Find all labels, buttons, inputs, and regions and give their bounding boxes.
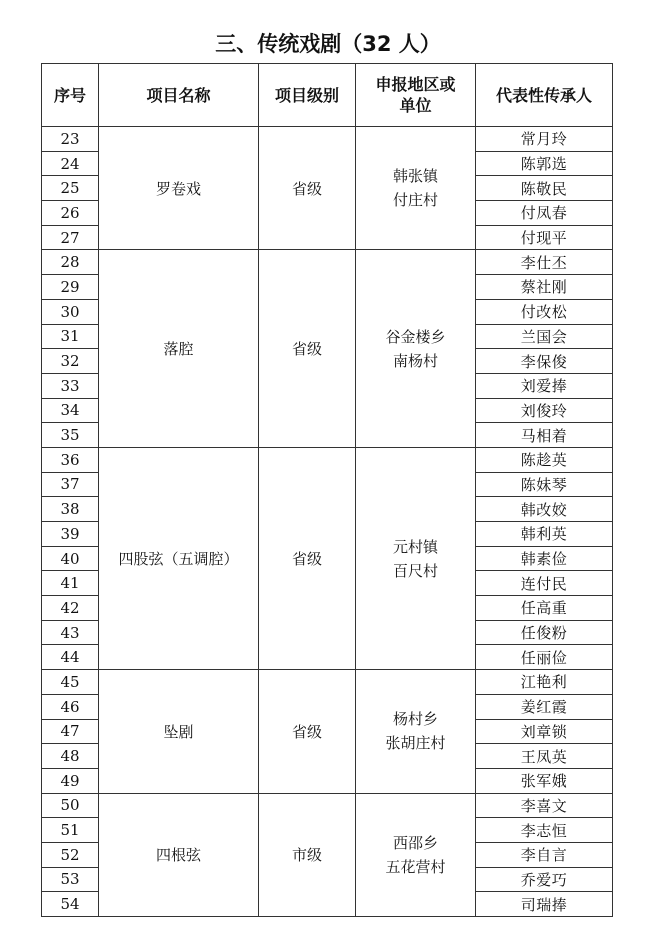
cell-inheritor: 刘俊玲 (476, 398, 613, 423)
cell-seq: 24 (42, 151, 99, 176)
region-line2: 南杨村 (392, 351, 438, 370)
cell-seq: 32 (42, 349, 99, 374)
cell-inheritor: 连付民 (476, 571, 613, 596)
cell-inheritor: 张军娥 (476, 768, 613, 793)
cell-project-name: 罗卷戏 (99, 127, 259, 250)
cell-region (356, 793, 476, 916)
cell-inheritor: 付现平 (476, 225, 613, 250)
cell-seq: 50 (42, 793, 99, 818)
cell-inheritor: 李喜文 (476, 793, 613, 818)
table-row (42, 127, 613, 152)
cell-inheritor: 陈敬民 (476, 176, 613, 201)
cell-seq: 52 (42, 842, 99, 867)
table-row (42, 250, 613, 275)
cell-project-level: 市级 (259, 793, 356, 916)
header-region-line2: 单位 (399, 96, 432, 115)
cell-seq: 36 (42, 447, 99, 472)
cell-seq: 27 (42, 225, 99, 250)
header-row (42, 64, 613, 127)
cell-inheritor: 王凤英 (476, 744, 613, 769)
cell-inheritor: 陈妹琴 (476, 472, 613, 497)
page-title: 三、传统戏剧（32 人） (215, 32, 441, 56)
cell-seq: 53 (42, 867, 99, 892)
cell-inheritor: 李保俊 (476, 349, 613, 374)
cell-inheritor: 任俊粉 (476, 620, 613, 645)
header-project-level: 项目级别 (259, 64, 356, 127)
cell-seq: 51 (42, 818, 99, 843)
cell-project-level: 省级 (259, 447, 356, 669)
cell-inheritor: 李仕丕 (476, 250, 613, 275)
cell-inheritor: 李自言 (476, 842, 613, 867)
cell-seq: 39 (42, 522, 99, 547)
cell-inheritor: 韩改姣 (476, 497, 613, 522)
cell-inheritor: 江艳利 (476, 670, 613, 695)
cell-inheritor: 蔡社刚 (476, 275, 613, 300)
cell-inheritor: 马相着 (476, 423, 613, 448)
region-line1: 韩张镇 (392, 167, 438, 186)
header-seq: 序号 (42, 64, 99, 127)
cell-region (356, 127, 476, 250)
cell-seq: 42 (42, 596, 99, 621)
cell-seq: 44 (42, 645, 99, 670)
cell-project-name: 四股弦（五调腔） (99, 447, 259, 669)
cell-seq: 35 (42, 423, 99, 448)
cell-region (356, 250, 476, 448)
region-line1: 元村镇 (392, 537, 438, 556)
table-row (42, 447, 613, 472)
cell-seq: 37 (42, 472, 99, 497)
cell-project-level: 省级 (259, 250, 356, 448)
table-row (42, 793, 613, 818)
region-line2: 张胡庄村 (385, 734, 446, 753)
cell-inheritor: 陈趁英 (476, 447, 613, 472)
cell-seq: 54 (42, 892, 99, 917)
cell-inheritor: 常月玲 (476, 127, 613, 152)
cell-region (356, 670, 476, 793)
cell-inheritor: 李志恒 (476, 818, 613, 843)
cell-inheritor: 乔爱巧 (476, 867, 613, 892)
cell-inheritor: 任丽俭 (476, 645, 613, 670)
table-body (42, 127, 613, 917)
cell-seq: 48 (42, 744, 99, 769)
cell-seq: 23 (42, 127, 99, 152)
cell-inheritor: 姜红霞 (476, 694, 613, 719)
cell-seq: 26 (42, 201, 99, 226)
table-row (42, 670, 613, 695)
cell-inheritor: 兰国会 (476, 324, 613, 349)
cell-seq: 34 (42, 398, 99, 423)
cell-seq: 41 (42, 571, 99, 596)
cell-seq: 25 (42, 176, 99, 201)
cell-inheritor: 刘爱捧 (476, 373, 613, 398)
cell-seq: 43 (42, 620, 99, 645)
cell-seq: 30 (42, 299, 99, 324)
cell-inheritor: 付凤春 (476, 201, 613, 226)
cell-inheritor: 陈郭选 (476, 151, 613, 176)
region-line2: 百尺村 (392, 561, 438, 580)
table-header (42, 64, 613, 127)
cell-project-name: 落腔 (99, 250, 259, 448)
region-line1: 西邵乡 (392, 833, 438, 852)
cell-project-level: 省级 (259, 670, 356, 793)
cell-seq: 33 (42, 373, 99, 398)
header-project-name: 项目名称 (99, 64, 259, 127)
cell-inheritor: 任高重 (476, 596, 613, 621)
cell-seq: 40 (42, 546, 99, 571)
cell-inheritor: 韩素俭 (476, 546, 613, 571)
header-region-line1: 申报地区或 (375, 75, 456, 94)
cell-inheritor: 付改松 (476, 299, 613, 324)
cell-seq: 29 (42, 275, 99, 300)
cell-inheritor: 刘章锁 (476, 719, 613, 744)
region-line2: 五花营村 (385, 857, 446, 876)
cell-inheritor: 司瑞捧 (476, 892, 613, 917)
cell-seq: 47 (42, 719, 99, 744)
region-line1: 谷金楼乡 (385, 327, 446, 346)
cell-seq: 45 (42, 670, 99, 695)
cell-seq: 38 (42, 497, 99, 522)
cell-project-name: 坠剧 (99, 670, 259, 793)
cell-seq: 49 (42, 768, 99, 793)
cell-seq: 31 (42, 324, 99, 349)
header-inheritor: 代表性传承人 (476, 64, 613, 127)
cell-project-name: 四根弦 (99, 793, 259, 916)
header-region (356, 64, 476, 127)
cell-seq: 28 (42, 250, 99, 275)
cell-project-level: 省级 (259, 127, 356, 250)
region-line2: 付庄村 (392, 191, 438, 210)
region-line1: 杨村乡 (392, 710, 438, 729)
cell-inheritor: 韩利英 (476, 522, 613, 547)
inheritor-table (41, 63, 613, 917)
cell-seq: 46 (42, 694, 99, 719)
cell-region (356, 447, 476, 669)
